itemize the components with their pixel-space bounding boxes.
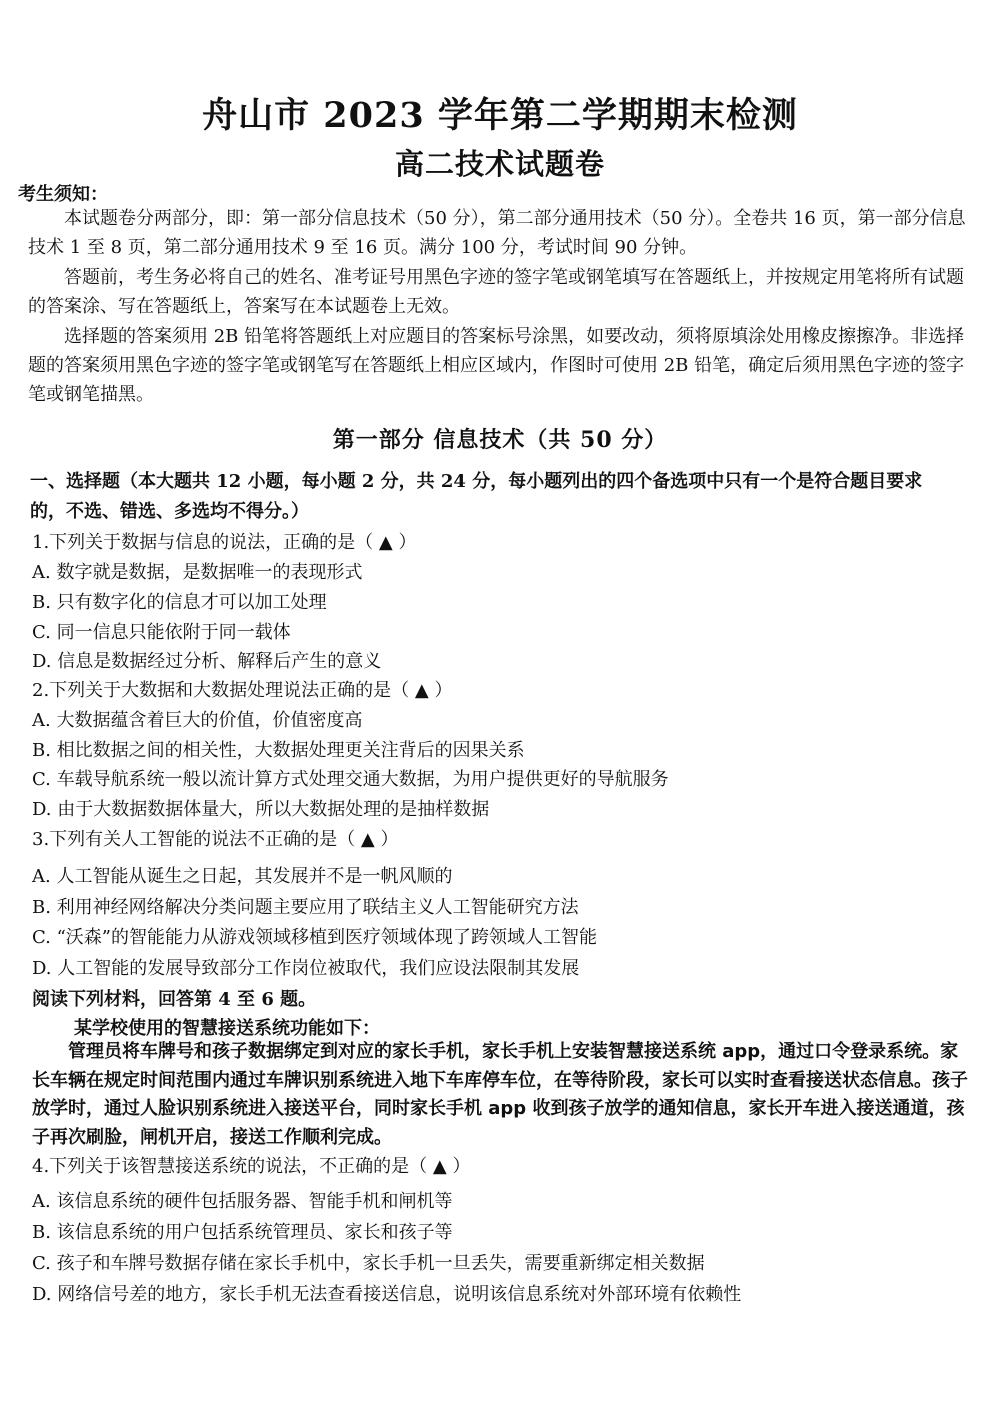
question-1-option-c: C. 同一信息只能依附于同一载体 bbox=[32, 622, 291, 643]
question-2-option-b: B. 相比数据之间的相关性，大数据处理更关注背后的因果关系 bbox=[32, 740, 525, 761]
notice-paragraph-2: 答题前，考生务必将自己的姓名、准考证号用黑色字迹的签字笔或钢笔填写在答题纸上，并按规定用笔将所有试题的答案涂、写在答题纸上，答案写在本试题卷上无效。 bbox=[28, 267, 964, 317]
question-1-option-b: B. 只有数字化的信息才可以加工处理 bbox=[32, 592, 327, 613]
question-4-stem: 4.下列关于该智慧接送系统的说法，不正确的是（ ▲ ） bbox=[32, 1156, 471, 1177]
question-2-option-a: A. 大数据蕴含着巨大的价值，价值密度高 bbox=[32, 710, 363, 731]
section-title: 第一部分 信息技术（共 50 分） bbox=[332, 427, 668, 453]
question-3-stem: 3.下列有关人工智能的说法不正确的是（ ▲ ） bbox=[32, 829, 399, 850]
question-1-stem: 1.下列关于数据与信息的说法，正确的是（ ▲ ） bbox=[32, 532, 417, 553]
question-1-option-d: D. 信息是数据经过分析、解释后产生的意义 bbox=[32, 651, 382, 672]
exam-title: 舟山市 2023 学年第二学期期末检测 bbox=[202, 95, 798, 136]
notice-heading: 考生须知： bbox=[18, 184, 108, 205]
question-4-option-a: A. 该信息系统的硬件包括服务器、智能手机和闸机等 bbox=[32, 1191, 453, 1212]
question-3-option-a: A. 人工智能从诞生之日起，其发展并不是一帆风顺的 bbox=[32, 866, 453, 887]
question-2-option-c: C. 车载导航系统一般以流计算方式处理交通大数据，为用户提供更好的导航服务 bbox=[32, 769, 669, 790]
question-group-heading: 一、选择题（本大题共 12 小题，每小题 2 分，共 24 分，每小题列出的四个备选项中只有一个是符合题目要求的，不选、错选、多选均不得分。） bbox=[30, 471, 923, 522]
question-2-option-d: D. 由于大数据数据体量大，所以大数据处理的是抽样数据 bbox=[32, 799, 490, 820]
exam-subtitle: 高二技术试题卷 bbox=[394, 147, 605, 181]
question-2-stem: 2.下列关于大数据和大数据处理说法正确的是（ ▲ ） bbox=[32, 680, 453, 701]
notice-paragraph-1: 本试题卷分两部分，即：第一部分信息技术（50 分），第二部分通用技术（50 分）。全卷共 16 页，第一部分信息技术 1 至 8 页，第二部分通用技术 9 至 16 页。满分 100 分，考试时间 90 分钟。 bbox=[28, 208, 966, 258]
question-3-option-d: D. 人工智能的发展导致部分工作岗位被取代，我们应设法限制其发展 bbox=[32, 958, 580, 979]
reading-instruction: 阅读下列材料，回答第 4 至 6 题。 bbox=[32, 989, 317, 1010]
question-1-option-a: A. 数字就是数据，是数据唯一的表现形式 bbox=[32, 562, 363, 583]
question-3-option-c: C. “沃森”的智能能力从游戏领域移植到医疗领域体现了跨领域人工智能 bbox=[32, 927, 597, 948]
notice-paragraph-3: 选择题的答案须用 2B 铅笔将答题纸上对应题目的答案标号涂黑，如要改动，须将原填涂处用橡皮擦擦净。非选择题的答案须用黑色字迹的签字笔或钢笔写在答题纸上相应区域内，作图时可使用 2B 铅笔，确定后须用黑色字迹的签字笔或钢笔描黑。 bbox=[28, 326, 965, 405]
material-text: 管理员将车牌号和孩子数据绑定到对应的家长手机，家长手机上安装智慧接送系统 app，通过口令登录系统。家长车辆在规定时间范围内通过车牌识别系统进入地下车库停车位，在等待阶段，家长可以实时查看接送状态信息。孩子放学时，通过人脸识别系统进入接送平台，同时家长手机 app 收到孩子放学的通知信息，家长开车进入接送通道，孩子再次刷脸，闸机开启，接送工作顺利完成。 bbox=[32, 1041, 968, 1148]
question-4-option-d: D. 网络信号差的地方，家长手机无法查看接送信息，说明该信息系统对外部环境有依赖性 bbox=[32, 1284, 742, 1305]
material-title: 某学校使用的智慧接送系统功能如下： bbox=[74, 1018, 380, 1039]
question-3-option-b: B. 利用神经网络解决分类问题主要应用了联结主义人工智能研究方法 bbox=[32, 897, 579, 918]
question-4-option-c: C. 孩子和车牌号数据存储在家长手机中，家长手机一旦丢失，需要重新绑定相关数据 bbox=[32, 1253, 705, 1274]
question-4-option-b: B. 该信息系统的用户包括系统管理员、家长和孩子等 bbox=[32, 1222, 453, 1243]
